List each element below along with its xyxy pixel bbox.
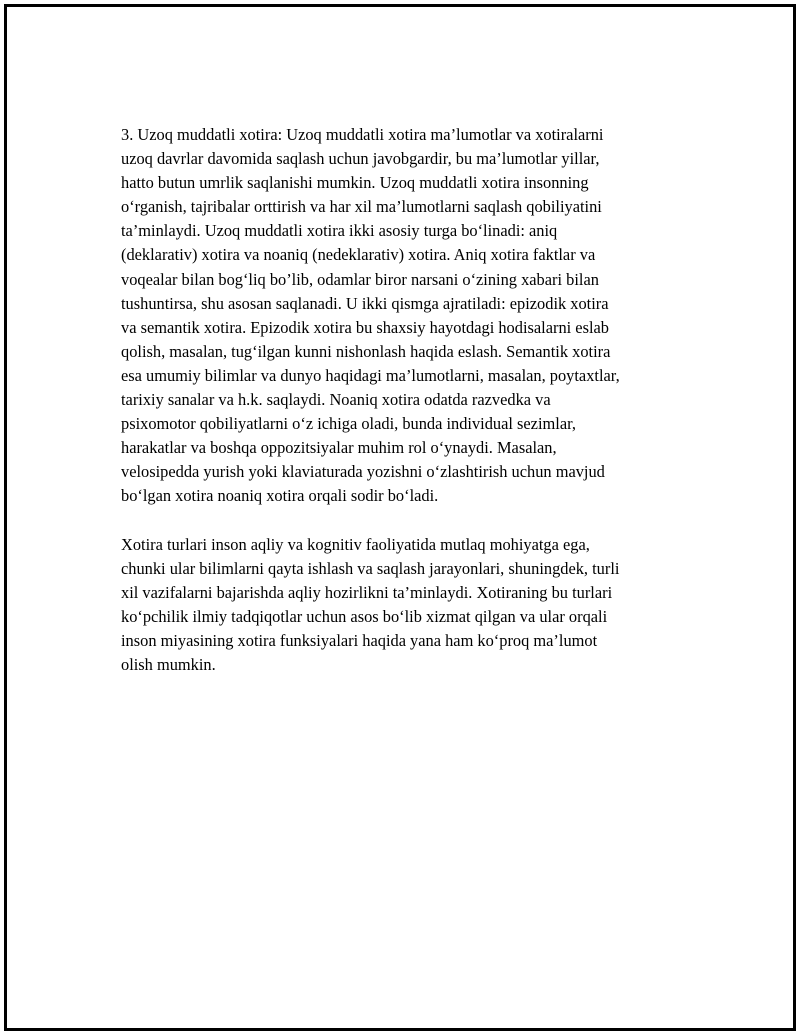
text-line: harakatlar va boshqa oppozitsiyalar muhim rol o‘ynaydi. Masalan,	[121, 438, 557, 458]
text-line: voqealar bilan bog‘liq bo’lib, odamlar biror narsani o‘zining xabari bilan	[121, 269, 599, 289]
text-line: Xotira turlari inson aqliy va kognitiv faoliyatida mutlaq mohiyatga ega,	[121, 534, 590, 554]
paragraph-memory-types-summary	[121, 533, 701, 678]
text-line: xil vazifalarni bajarishda aqliy hozirlikni ta’minlaydi. Xotiraning bu turlari	[121, 582, 613, 602]
text-line: ta’minlaydi. Uzoq muddatli xotira ikki asosiy turga bo‘linadi: aniq	[121, 221, 558, 241]
text-line: qolish, masalan, tug‘ilgan kunni nishonlash haqida eslash. Semantik xotira	[121, 341, 611, 361]
text-line: o‘rganish, tajribalar orttirish va har xil ma’lumotlarni saqlash qobiliyatini	[121, 197, 602, 217]
text-line: tarixiy sanalar va h.k. saqlaydi. Noaniq xotira odatda razvedka va	[121, 390, 551, 410]
text-line: esa umumiy bilimlar va dunyo haqidagi ma’lumotlarni, masalan, poytaxtlar,	[121, 365, 620, 385]
text-line: chunki ular bilimlarni qayta ishlash va saqlash jarayonlari, shuningdek, turli	[121, 558, 620, 578]
text-line: velosipedda yurish yoki klaviaturada yozishni o‘zlashtirish uchun mavjud	[121, 462, 605, 482]
text-line: 3. Uzoq muddatli xotira: Uzoq muddatli xotira ma’lumotlar va xotiralarni	[121, 125, 604, 144]
document-body	[121, 123, 701, 701]
text-line: uzoq davrlar davomida saqlash uchun javobgardir, bu ma’lumotlar yillar,	[121, 149, 600, 169]
text-line: inson miyasining xotira funksiyalari haqida yana ham ko‘proq ma’lumot	[121, 630, 598, 650]
text-line: tushuntirsa, shu asosan saqlanadi. U ikki qismga ajratiladi: epizodik xotira	[121, 293, 609, 313]
document-page	[4, 4, 796, 1031]
text-line: (deklarativ) xotira va noaniq (nedeklarativ) xotira. Aniq xotira faktlar va	[121, 245, 596, 265]
text-line: bo‘lgan xotira noaniq xotira orqali sodir bo‘ladi.	[121, 486, 439, 506]
text-line: hatto butun umrlik saqlanishi mumkin. Uzoq muddatli xotira insonning	[121, 173, 589, 193]
paragraph-long-term-memory	[121, 123, 701, 509]
text-line: va semantik xotira. Epizodik xotira bu shaxsiy hayotdagi hodisalarni eslab	[121, 317, 609, 337]
text-line: olish mumkin.	[121, 655, 216, 675]
text-line: psixomotor qobiliyatlarni o‘z ichiga oladi, bunda individual sezimlar,	[121, 414, 576, 434]
text-line: ko‘pchilik ilmiy tadqiqotlar uchun asos bo‘lib xizmat qilgan va ular orqali	[121, 606, 608, 626]
